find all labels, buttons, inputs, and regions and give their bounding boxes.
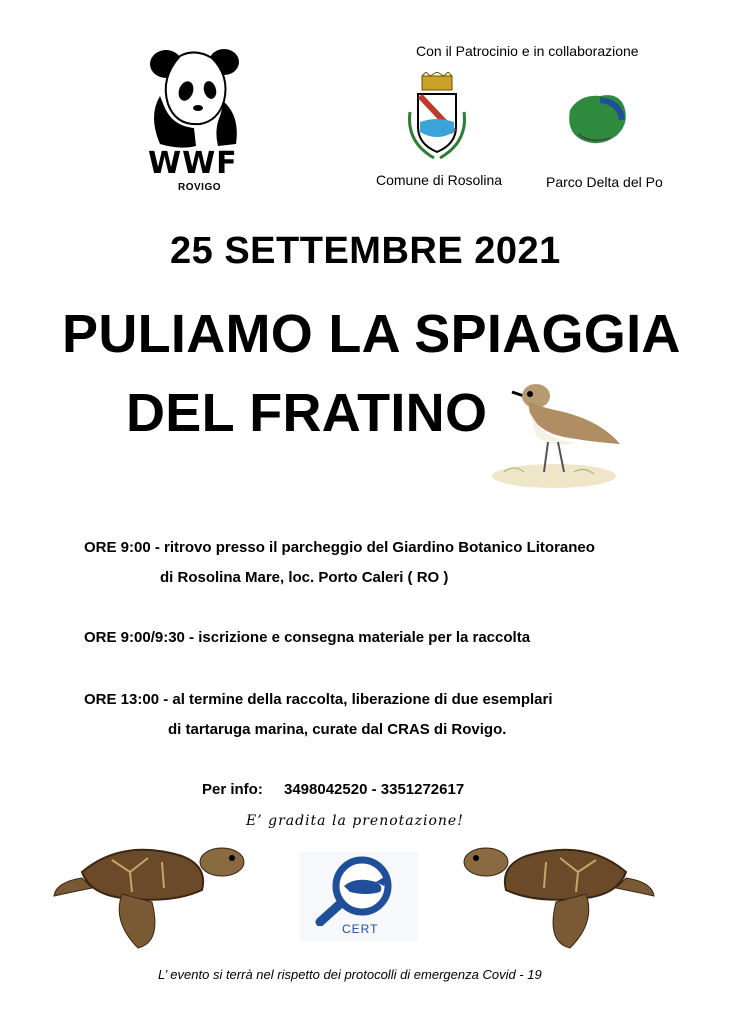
event-title-line2: DEL FRATINO [126, 383, 488, 443]
booking-note: E’ gradita la prenotazione! [246, 813, 464, 829]
turtle-left [52, 832, 248, 952]
cert-logo [300, 852, 418, 942]
wwf-rovigo: ROVIGO [178, 182, 222, 193]
patronage-text: Con il Patrocinio e in collaborazione [416, 43, 639, 59]
program-item-2-line1: ORE 9:00/9:30 - iscrizione e consegna materiale per la raccolta [84, 629, 531, 646]
plover-illustration [484, 372, 624, 496]
comune-crest [404, 72, 470, 162]
panda-icon [140, 46, 250, 151]
coat-of-arms-icon [404, 72, 470, 162]
magnifier-whale-icon [300, 852, 418, 926]
program-item-1-line2: di Rosolina Mare, loc. Porto Caleri ( RO ) [160, 569, 449, 586]
partner2-label: Parco Delta del Po [546, 174, 663, 190]
bird-icon [484, 372, 624, 496]
wwf-logo [140, 46, 250, 196]
info-phones: 3498042520 - 3351272617 [284, 781, 465, 798]
wwf-text: WWF [148, 146, 238, 181]
partner1-label: Comune di Rosolina [376, 172, 503, 188]
program-item-3-line1: ORE 13:00 - al termine della raccolta, liberazione di due esemplari [84, 691, 553, 708]
park-map-icon [560, 90, 632, 150]
turtle-icon [52, 832, 248, 952]
program-item-3-line2: di tartaruga marina, curate dal CRAS di Rovigo. [168, 721, 507, 738]
cert-label: CERT [342, 922, 379, 936]
info-label: Per info: [202, 781, 263, 798]
footer-note: L’ evento si terrà nel rispetto dei protocolli di emergenza Covid - 19 [158, 967, 542, 982]
turtle-icon [460, 832, 656, 952]
event-title-line1: PULIAMO LA SPIAGGIA [62, 304, 681, 364]
park-logo [560, 90, 632, 150]
turtle-right [460, 832, 656, 952]
program-item-1-line1: ORE 9:00 - ritrovo presso il parcheggio del Giardino Botanico Litoraneo [84, 539, 595, 556]
event-date: 25 SETTEMBRE 2021 [170, 230, 561, 272]
